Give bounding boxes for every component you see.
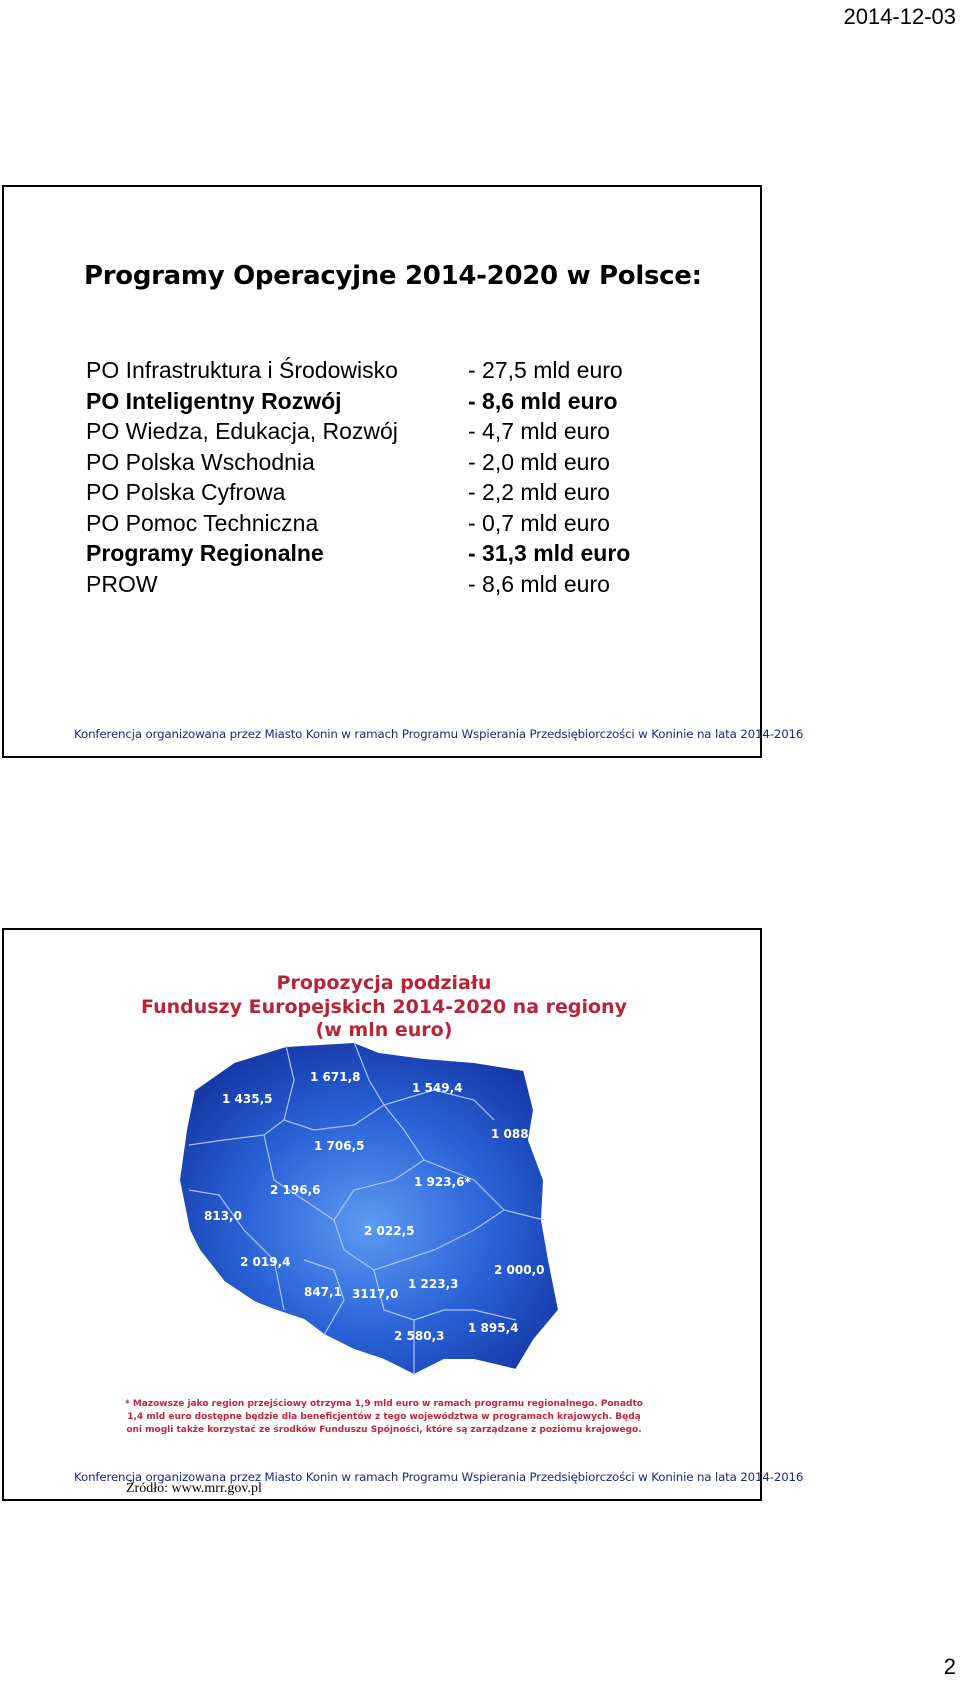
program-row — [86, 416, 630, 447]
program-row — [86, 355, 630, 386]
region-value: 1 923,6* — [414, 1175, 471, 1189]
program-row — [86, 386, 630, 417]
program-amount: - 31,3 mld euro — [468, 540, 631, 566]
region-value: 1 895,4 — [468, 1321, 519, 1335]
program-amount: - 4,7 mld euro — [468, 418, 610, 444]
program-row — [86, 508, 630, 539]
program-amount: - 2,0 mld euro — [468, 448, 610, 475]
program-name: PO Polska Cyfrowa — [86, 479, 286, 505]
region-value: 813,0 — [204, 1209, 242, 1223]
map-footnote: * Mazowsze jako region przejściowy otrzyma 1,9 mld euro w ramach programu regionalnego. Ponadto 1,4 mld euro dostępne będzie dla beneficjentów z tego województwa w programach krajowych. Będą oni mogli także korzystać ze środków Funduszu Spójności, które są zarządzane z poziomu krajowego. — [125, 1399, 643, 1435]
region-value: 1 223,3 — [408, 1277, 459, 1291]
program-row — [86, 538, 630, 569]
program-amount: - 8,6 mld euro — [468, 570, 610, 597]
program-row — [86, 477, 630, 508]
region-value: 2 019,4 — [240, 1255, 291, 1269]
map-title-line: Funduszy Europejskich 2014-2020 na regiony — [141, 996, 627, 1018]
page-number: 2 — [943, 1654, 956, 1679]
program-name: PO Polska Wschodnia — [86, 448, 315, 475]
slide-title: Programy Operacyjne 2014-2020 w Polsce: — [84, 261, 702, 291]
source-note: Źródło: www.mrr.gov.pl — [126, 1481, 262, 1496]
programs-table — [86, 355, 630, 599]
region-value: 1 549,4 — [412, 1081, 463, 1095]
slide-footer: Konferencja organizowana przez Miasto Konin w ramach Programu Wspierania Przedsiębiorczości w Koninie na lata 2014-2016 — [74, 1470, 804, 1484]
program-name: PO Wiedza, Edukacja, Rozwój — [86, 418, 398, 444]
region-value: 2 196,6 — [270, 1183, 321, 1197]
region-value: 2 580,3 — [394, 1329, 445, 1343]
map-title-line: Propozycja podziału — [276, 972, 492, 994]
program-name: PROW — [86, 570, 158, 597]
map-title-line: (w mln euro) — [315, 1019, 453, 1041]
program-name: Programy Regionalne — [86, 540, 324, 566]
region-value: 1 706,5 — [314, 1139, 365, 1153]
program-amount: - 2,2 mld euro — [468, 479, 610, 505]
document-date: 2014-12-03 — [843, 4, 956, 29]
region-value: 3117,0 — [352, 1287, 399, 1301]
region-value: 1 435,5 — [222, 1092, 273, 1106]
program-name: PO Pomoc Techniczna — [86, 509, 319, 536]
region-value: 847,1 — [304, 1285, 342, 1299]
region-value: 1 088,0 — [491, 1127, 542, 1141]
region-value: 2 000,0 — [494, 1263, 545, 1277]
program-name: PO Inteligentny Rozwój — [86, 387, 342, 414]
slide-programs — [2, 185, 804, 758]
program-amount: - 8,6 mld euro — [468, 387, 618, 414]
slide-footer: Konferencja organizowana przez Miasto Konin w ramach Programu Wspierania Przedsiębiorczości w Koninie na lata 2014-2016 — [74, 727, 804, 741]
region-value: 1 671,8 — [310, 1070, 361, 1084]
program-amount: - 27,5 mld euro — [468, 357, 623, 383]
slide-regional-map — [2, 928, 804, 1501]
program-row — [86, 447, 630, 478]
program-name: PO Infrastruktura i Środowisko — [86, 357, 398, 383]
program-amount: - 0,7 mld euro — [468, 509, 610, 536]
program-row — [86, 569, 630, 600]
region-value: 2 022,5 — [364, 1224, 415, 1238]
